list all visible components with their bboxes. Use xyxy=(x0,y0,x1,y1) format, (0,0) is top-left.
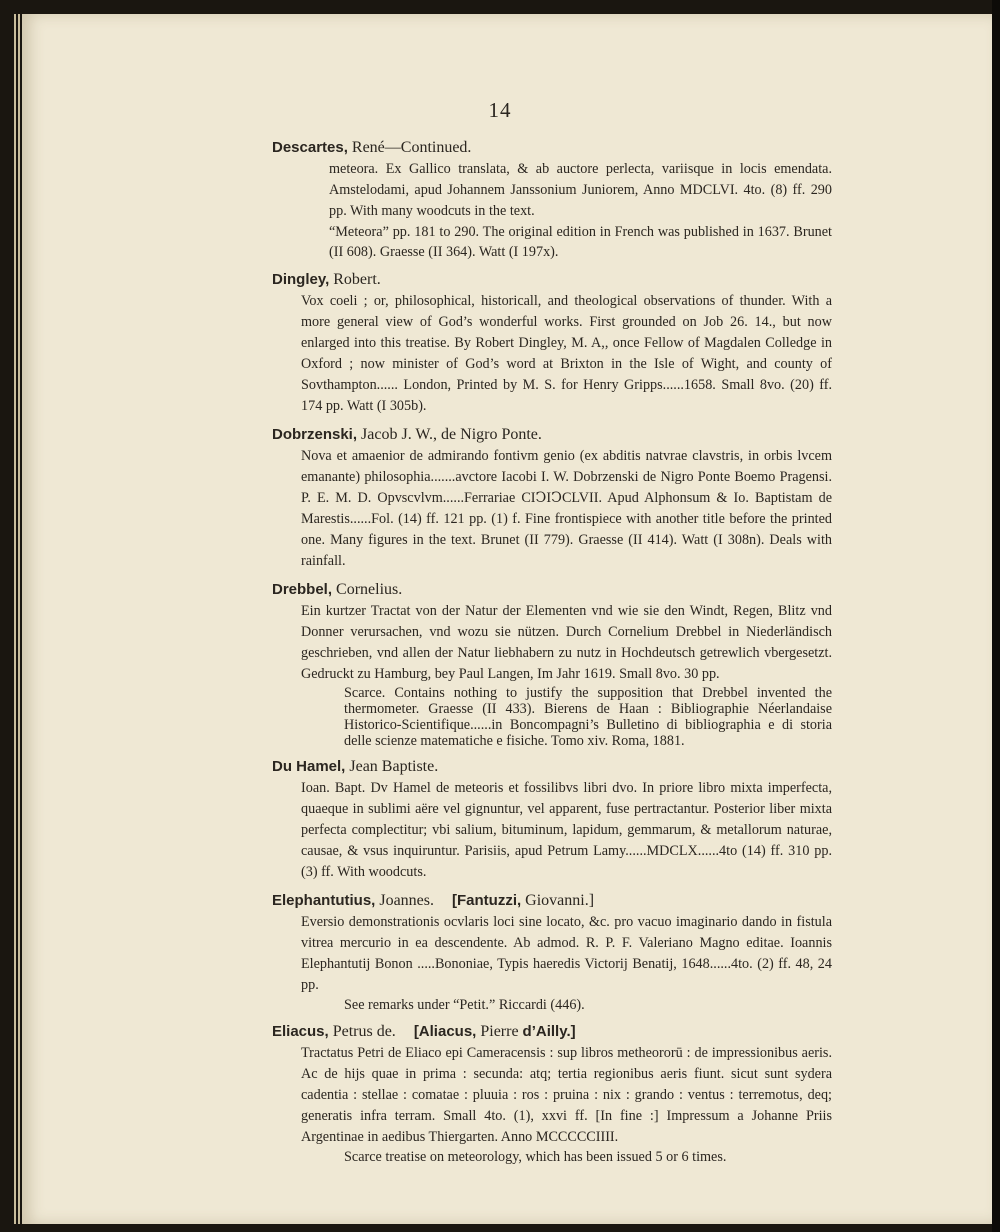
entry-drebbel xyxy=(272,579,832,749)
entry-descartes xyxy=(272,137,832,262)
author-given: Robert. xyxy=(333,271,381,288)
entry-note: Scarce. Contains nothing to justify the supposition that Drebbel invented the thermometer. Graesse (II 433). Bierens de Haan : Bibliographie Néerlandaise Historico-Scientifique......in Boncompagni’s Bulletino di bibliographia e di storia delle scienze matematiche e fisiche. Tomo xiv. Roma, 1881. xyxy=(344,685,832,749)
author-surname: Dobrzenski, xyxy=(272,426,358,443)
entry-note: See remarks under “Petit.” Riccardi (446). xyxy=(344,997,585,1013)
entry-dobrzenski xyxy=(272,424,832,572)
entry-heading xyxy=(272,756,832,778)
author-given: Petrus de. xyxy=(332,1023,396,1040)
author-surname: Descartes, xyxy=(272,139,348,156)
author-given: René—Continued. xyxy=(351,139,472,156)
cross-reference-name-2: d’Ailly.] xyxy=(522,1023,576,1040)
cross-reference-given: Giovanni.] xyxy=(525,892,595,909)
author-given: Jacob J. W., de Nigro Ponte. xyxy=(361,426,542,443)
author-surname: Elephantutius, xyxy=(272,892,376,909)
entry-description: Eversio demonstrationis ocvlaris loci sine locato, &c. pro vacuo imaginario dando in fistula vitrea mercurio in ea descendente. Ab admod. R. P. F. Valeriano Magno editae. Ioannis Elephantutij Bonon .....Bononiae, Typis haeredis Victorij Benatij, 1648......4to. (2) ff. 48, 24 pp. xyxy=(301,914,832,993)
author-surname: Dingley, xyxy=(272,271,330,288)
cross-reference-name: [Fantuzzi, xyxy=(452,892,522,909)
entry-du-hamel xyxy=(272,756,832,883)
entry-elephantutius xyxy=(272,890,832,1014)
entry-heading xyxy=(272,890,832,912)
entry-eliacus xyxy=(272,1021,832,1166)
author-surname: Drebbel, xyxy=(272,581,333,598)
author-given: Jean Baptiste. xyxy=(349,758,439,775)
bibliography-list xyxy=(272,137,832,1173)
cross-reference-given: Pierre xyxy=(480,1023,519,1040)
author-given: Joannes. xyxy=(379,892,434,909)
entry-heading xyxy=(272,137,832,159)
entry-description: Ein kurtzer Tractat von der Natur der Elementen vnd wie sie den Windt, Regen, Blitz vnd Donner verursachen, vnd wozu sie nützen. Durch Cornelium Drebbel in Niederländisch geschrieben, vnd allen der Natur liebhabern zu nutz in Hochdeutsch getrewlich vbergesetzt. Gedruckt zu Hamburg, bey Paul Langen, Im Jahr 1619. Small 8vo. 30 pp. xyxy=(301,603,832,682)
entry-dingley xyxy=(272,269,832,417)
entry-heading xyxy=(272,579,832,601)
entry-heading xyxy=(272,1021,832,1043)
entry-heading xyxy=(272,269,832,291)
entry-note: Scarce treatise on meteorology, which has been issued 5 or 6 times. xyxy=(344,1149,727,1165)
entry-description: Tractatus Petri de Eliaco epi Cameracensis : sup libros metheororū : de impressionibus aeris. Ac de hijs quae in prima : secunda: atq; tertia regionibus aeris fiunt. sicut sunt sydera cadentia : stellae : comatae : pluuia : ros : pruina : nix : grando : ventus : terremotus, deq; generatis infra terram. Small 4to. (1), xxvi ff. [In fine :] Impressum a Johanne Priis Argentinae in aedibus Thiergarten. Anno MCCCCCIIII. xyxy=(301,1045,832,1145)
author-surname: Du Hamel, xyxy=(272,758,346,775)
entry-description: meteora. Ex Gallico translata, & ab auctore perlecta, variisque in locis emendata. Amstelodami, apud Johannem Janssonium Juniorem, Anno MDCLVI. 4to. (8) ff. 290 pp. With many woodcuts in the text. xyxy=(329,161,832,219)
entry-description: Vox coeli ; or, philosophical, historicall, and theological observations of thunder. With a more general view of God’s wonderful works. First grounded on Job 26. 14., but now enlarged into this treatise. By Robert Dingley, M. A,, once Fellow of Magdalen Colledge in Oxford ; now minister of God’s word at Brixton in the Isle of Wight, and county of Sovthampton...... London, Printed by M. S. for Henry Gripps......1658. Small 8vo. (20) ff. 174 pp. Watt (I 305b). xyxy=(301,293,832,414)
page-edge xyxy=(18,14,20,1224)
book-spine xyxy=(992,0,1000,1232)
entry-note: “Meteora” pp. 181 to 290. The original edition in French was published in 1637. Brunet (II 608). Graesse (II 364). Watt (I 197x). xyxy=(329,224,832,260)
author-surname: Eliacus, xyxy=(272,1023,329,1040)
entry-description: Ioan. Bapt. Dv Hamel de meteoris et fossilibvs libri dvo. In priore libro mixta imperfecta, quaeque in sublimi aëre vel gignuntur, vel apparent, fuse pertractantur. Posterior liber mixta perfecta complectitur; vbi salium, bituminum, lapidum, gemmarum, & metallorum naturae, causae, & vsus inquiruntur. Parisiis, apud Petrum Lamy......MDCLX......4to (14) ff. 310 pp. (3) ff. With woodcuts. xyxy=(301,780,832,880)
page-number: 14 xyxy=(488,98,512,122)
entry-heading xyxy=(272,424,832,446)
author-given: Cornelius. xyxy=(336,581,403,598)
page-edge xyxy=(14,14,16,1224)
entry-description: Nova et amaenior de admirando fontivm genio (ex abditis natvrae clavstris, in orbis lvcem emanante) philosophia.......avctore Iacobi I. W. Dobrzenski de Nigro Ponte Boemo Pragensi. P. E. M. D. Opvscvlvm......Ferrariae CIↃIↃCLVII. Apud Alphonsum & Io. Baptistam de Marestis......Fol. (14) ff. 121 pp. (1) f. Fine frontispiece with another title before the printed one. Many figures in the text. Brunet (II 779). Graesse (II 414). Watt (I 308n). Deals with rainfall. xyxy=(301,448,832,569)
cross-reference-name: [Aliacus, xyxy=(413,1023,477,1040)
